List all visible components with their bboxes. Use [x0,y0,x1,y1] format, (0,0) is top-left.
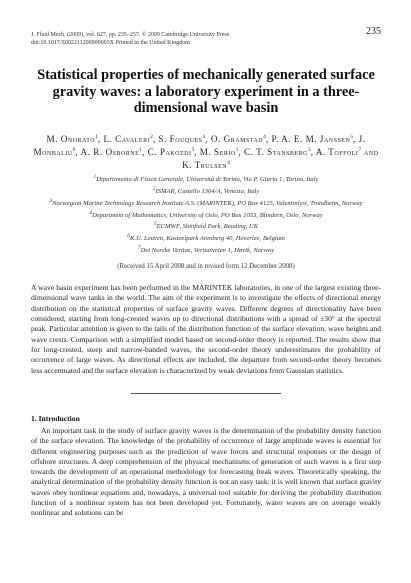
introduction-text: An important task in the study of surface gravity waves is the determination of the probability density function of the surface elevation. The knowledge of the probability of occurrence of large amplitude waves is essential for different engineering purposes such as the prediction of wave forces and structural responses or the design of offshore structures. A deep comprehension of the physical mechanisms of generation of such waves is a first step towards the development of an operational methodology for forecasting freak waves. Theoretically speaking, the analytical determination of the probability density function is not an easy task: it is well known that surface gravity waves obey nonlinear equations and, nowadays, a universal tool suitable for deriving the probability distribution function of a nonlinear system has not been developed yet. Fortunately, water waves are on average weakly nonlinear and solutions can be [31,425,381,518]
author-affiliation-marker: 1 [139,146,143,153]
author-conjunction: and [363,146,379,157]
affiliation-text: ECMWF, Shinfield Park, Reading, UK [156,223,259,231]
author-name: J. Monbaliu [33,133,366,157]
affiliation-text: Det Norske Veritas, Veritasveien 1, Høvik, Norway [140,247,275,255]
page-number: 235 [366,26,381,37]
author-name: M. Serio [199,146,236,157]
author-affiliation-marker: 4 [263,133,266,140]
author-affiliation-marker: 6 [72,146,76,153]
affiliation [31,197,381,209]
author-affiliation-marker: 7 [358,146,362,153]
author-affiliation-marker: 1 [95,133,98,140]
affiliation-marker: 7 [137,245,141,252]
journal-citation: J. Fluid Mech. (2009), vol. 627, pp. 235–257. © 2009 Cambridge University Press [31,32,230,38]
affiliation-marker: 6 [127,233,130,240]
author-name: K. Trulsen [182,159,228,170]
author-affiliation-marker: 3 [191,146,195,153]
affiliation [31,173,381,185]
affiliation-text: Department of Mathematics, University of Oslo, PO Box 1053, Blindern, Oslo, Norway [91,211,323,219]
author-name: M. Onorato [46,133,96,144]
author-affiliation-marker: 3 [202,133,206,140]
affiliation-text: K.U. Leuven, Kasteelpark Arenberg 40, Heverlee, Belgium [129,235,285,243]
affiliation-marker: 5 [153,221,157,228]
author-name: A. R. Osborne [80,146,140,157]
affiliation-list [31,173,381,255]
author-affiliation-marker: 2 [150,133,153,140]
affiliation [31,244,381,256]
author-name: L. Cavaleri [103,133,151,144]
author-name: P. A. E. M. Janssen [271,133,351,144]
affiliation [31,185,381,197]
section-divider [131,393,281,394]
author-name: O. Gramstad [210,133,264,144]
section-heading: 1. Introduction [31,413,80,423]
affiliation-marker: 4 [89,209,92,216]
affiliation-marker: 3 [49,197,53,204]
affiliation-marker: 2 [152,186,156,193]
paper-title: Statistical properties of mechanically generated surface gravity waves: a laboratory experiment in a three-dimensional wave basin [37,67,375,117]
author-list: M. Onorato$^1$, L. Cavaleri$^2$, S. Fouques$^3$, O. Gramstad$^4$, P. A. E. M. Janssen$^5$, J. Monbaliu$^6$, A. R. Osborne$^1$, C. Pakozdi$^3$, M. Serio$^1$, C. T. Stansberg$^3$, A. Toffoli$^7$ and K. Trulsen$^4$ [33,133,379,170]
author-name: A. Toffoli [315,146,359,157]
author-name: C. T. Stansberg [244,146,308,157]
abstract: A wave basin experiment has been performed in the MARINTEK laboratories, in one of the largest existing three-dimensional wave tanks in the world. The aim of the experiment is to investigate the effects of directional energy distribution on the statistical properties of surface gravity waves. Different degrees of directionality have been considered, starting from long-crested waves up to directional distributions with a spread of ±30° at the spectral peak. Particular attention is given to the tails of the distribution function of the surface elevation, wave heights and wave crests. Comparison with a simplified model based on second-order theory is reported. The results show that for long-crested, steep and narrow-banded waves, the second-order theory underestimates the probability of occurrence of large waves. As directional effects are included, the departure from second-order theory becomes less accentuated and the surface elevation is characterized by weak deviations from Gaussian statistics. [31,282,381,375]
author-affiliation-marker: 1 [235,146,239,153]
affiliation-text: Dipartimento di Fisica Generale, Università di Torino, Via P. Giuria 1, Torino, Italy [96,176,319,184]
author-affiliation-marker: 5 [350,133,354,140]
received-dates: (Received 15 April 2008 and in revised form 12 December 2008) [117,262,295,270]
affiliation-text: ISMAR, Castello 1364/A, Venezia, Italy [155,188,260,196]
affiliation-marker: 1 [93,174,97,181]
author-affiliation-marker: 4 [227,159,230,166]
affiliation [31,209,381,221]
author-affiliation-marker: 3 [307,146,311,153]
author-name: S. Fouques [158,133,203,144]
affiliation-text: Norwegian Marine Technology Research Institute A.S. (MARINTEK), PO Box 4125, Valentinlyst, Trondheim, Norway [52,200,363,208]
affiliation [31,220,381,232]
journal-header [31,0,381,47]
affiliation [31,232,381,244]
doi-line: doi:10.1017/S002211200900603X Printed in the United Kingdom [31,40,190,46]
author-name: C. Pakozdi [147,146,192,157]
